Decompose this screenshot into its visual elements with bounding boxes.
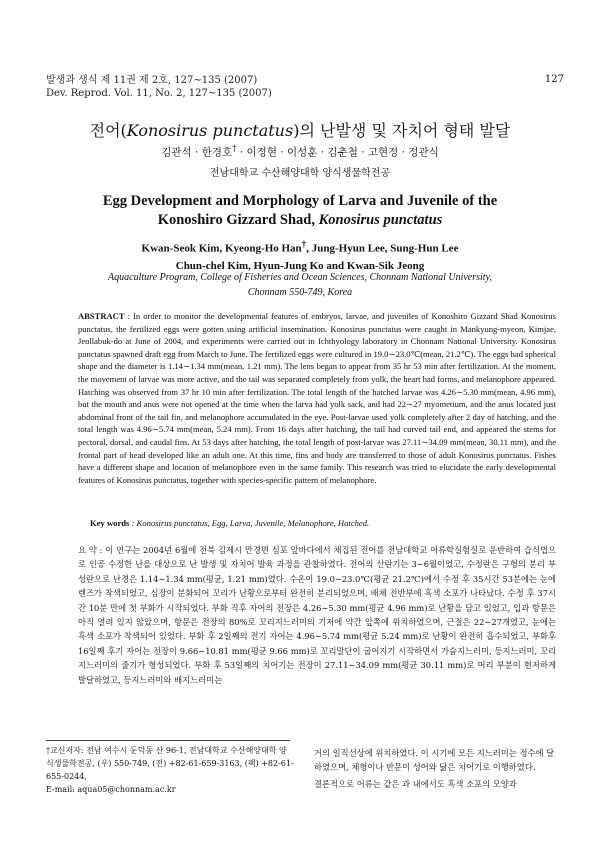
korean-abstract: 요 약 : 이 연구는 2004년 6월에 전북 김제시 만경면 심포 앞바다에서 채집된 전어를 전남대학교 어류학실험실로 운반하여 습식법으로 인공 수정한 난을 대상으로 난 발생 및 자치어 발육 과정을 관찰하였다. 전어의 산란기는 3∼6월이었고, 수정란은 구형의 분리 부성란으로 난경은 1.14∼1.34 mm(평균, 1.21 mm)였다. 수온이 19.0∼23.0℃(평균 21.2℃)에서 수정 후 35시간 53분에는 눈에 렌즈가 착색되었고, 심장이 분화되어 꼬리가 난황으로부터 완전히 분리되었으며, 배체 전반부에 흑색 소포가 나타났다. 수정 후 37시간 10분 만에 첫 부화가 시작되었다. 부화 직후 자어의 전장은 4.26∼5.30 mm(평균 4.96 mm)로 난황을 담고 있었고, 입과 항문은 아직 열려 있지 않았으며, 항문은 전장의 80%로 꼬리지느러미의 기저에 약간 앞쪽에 위치하였으며, 근절은 22∼27개였고, 눈에는 흑색 소포가 착색되어 있었다. 부화 후 2일째의 전기 자어는 4.96∼5.74 mm(평균 5.24 mm)로 난황이 완전히 흡수되었고, 부화후 16일째 후기 자어는 전장이 9.66∼10.81 mm(평균 9.66 mm)로 꼬리말단이 굽어지기 시작하면서 가슴지느러미, 등지느러미, 꼬리지느러미의 줄기가 형성되었다. 부화 후 53일째의 치어기는 전장이 27.11∼34.09 mm(평균 30.11 mm)로 머리 부분이 현저하게 발달하였고, 등지느러미와 배지느러미는 <box>78 545 556 685</box>
english-title-species: Konosirus punctatus <box>318 212 443 228</box>
english-authors: Kwan-Seok Kim, Kyeong-Ho Han†, Jung-Hyun Lee, Sung-Hun Lee Chun-chel Kim, Hyun-Jung Ko and Kwan-Sik Jeong <box>141 239 459 272</box>
korean-title-species: Konosirus punctatus <box>126 121 294 140</box>
korean-title: 전어(Konosirus punctatus)의 난발생 및 자치어 형태 발달 <box>89 121 511 140</box>
footnote-rule <box>46 740 290 741</box>
corresponding-dagger: † <box>232 144 237 154</box>
english-affiliation: Aquaculture Program, College of Fisheries and Ocean Sciences, Chonnam National University, Chonnam 550-749, Korea <box>108 272 492 298</box>
page-number: 127 <box>544 74 564 85</box>
abstract <box>78 310 556 486</box>
korean-authors: 김관석 · 한경호† · 이정현 · 이성훈 · 김춘철 · 고현정 · 정관식 <box>161 144 439 159</box>
english-title: Egg Development and Morphology of Larva and Juvenile of the Konoshiro Gizzard Shad, Konosirus punctatus <box>102 193 498 228</box>
korean-abstract-right-column: 거의 일직선상에 위치하였다. 이 시기에 모든 지느러미는 정수에 달하였으며, 체형이나 반문이 성어와 닮은 치어기로 이행하였다. 결론적으로 어류는 같은 과 내에서도 흑색 소포의 모양과 <box>314 748 555 789</box>
header-korean: 발생과 생식 제 11권 제 2호, 127∼135 (2007) <box>46 75 258 86</box>
footnote: †교신저자: 전남 여수시 둔덕동 산 96-1, 전남대학교 수산해양대학 양 식생물학전공, (우) 550-749, (전) +82-61-659-3163, (팩) +82-61-655-0244, E-mail: aqua05@chonnam.ac.kr <box>46 746 294 794</box>
keywords <box>90 518 560 528</box>
abstract-label: ABSTRACT <box>78 311 125 321</box>
korean-affiliation: 전남대학교 수산해양대학 양식생물학전공 <box>209 168 391 179</box>
running-header <box>46 74 272 100</box>
keywords-label: Key words <box>90 518 130 528</box>
keywords-text: : Konosirus punctatus, Egg, Larva, Juvenile, Melanophore, Hatched. <box>131 518 370 528</box>
abstract-text: : In order to monitor the developmental features of embryos, larvae, and juveniles of Konoshiro Gizzard Shad Konosirus punctatus, the fertilized eggs were gotten using artificial insemination. Konosirus punctatus were caught in Mankyung-myeon, Kimjae, Jeollabuk-do at June of 2004, and experiments were carried out in Ichthyology laboratory in Chonnam National University. Konosirus punctatus spawned draft egg from March to June. The fertilized eggs were cultured in 19.0∼23.0℃(mean, 21.2℃). The eggs had spherical shape and the diameter is 1.14∼1.34 mm(mean, 1.21 mm). The lens began to appear from 35 hr 53 min after fertilization. At the moment, the movement of larvae was more active, and the tail was separated completely from yolk, the heart had forms, and melanophore appeared. Hatching was observed from 37 hr 10 min after fertilization. The total length of the hatched larvae was 4.26∼5.30 mm(mean, 4.96 mm), but the mouth and anus were not opened at the time when the larva had yolk sack, and had 22∼27 myometium, and the anus located just abdominal front of the tail fin, and melanophore accumulated in the eye. Post-larvae used yolk completely after 2 day of hatching, and the total length was 4.96∼5.74 mm(mean, 5.24 mm). From 16 days after hatching, the tail had curved tail end, and appeared the stems for pectoral, dorsal, and caudal fins. At 53 days after hatching, the total length of post-larvae was 27.11∼34.09 mm(mean, 30.11 mm), and the frontal part of head developed like an adult one. At this time, fins and body are transferred to those of adult Konosirus punctatus. Fishes have a different shape and location of melanophore even in the same family. This research was tried to elucidate the early developmental features of Konosirus punctatus, together with species-specific pattern of melanophore. <box>78 311 556 485</box>
header-english: Dev. Reprod. Vol. 11, No. 2, 127∼135 (2007) <box>46 88 272 99</box>
